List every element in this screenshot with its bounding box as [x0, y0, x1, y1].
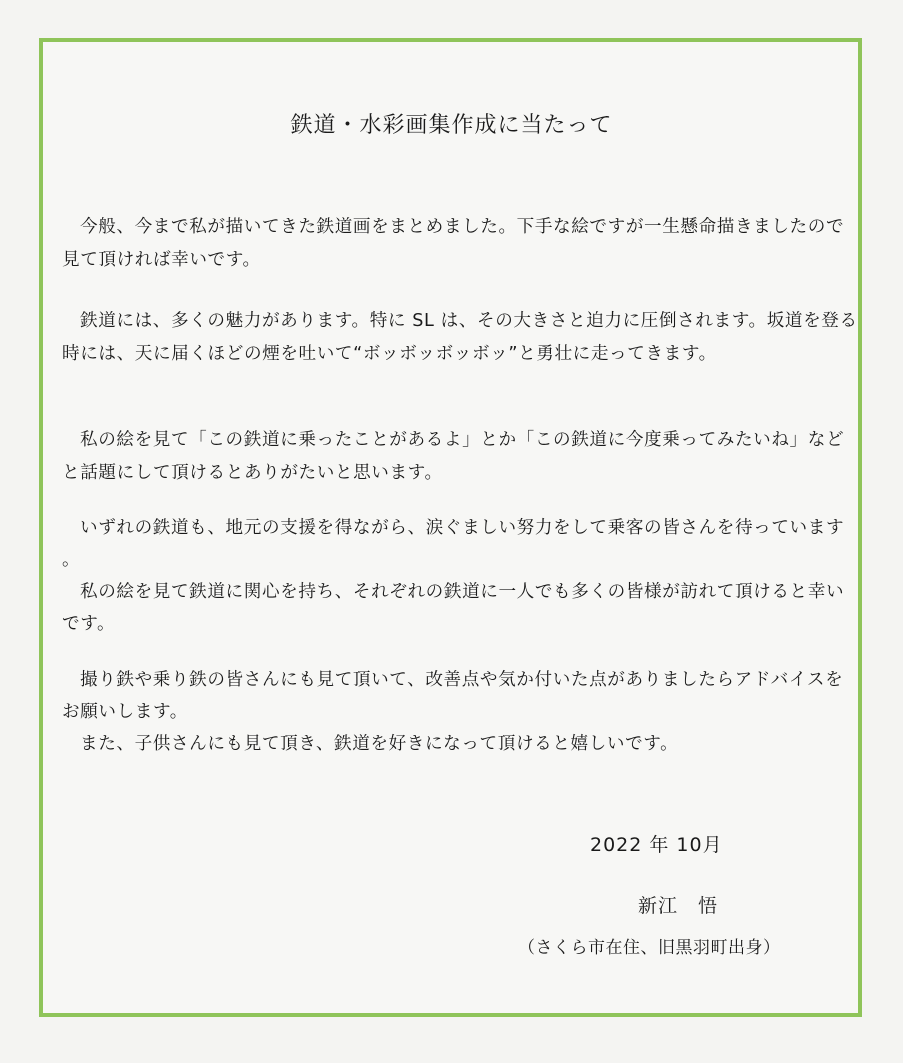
document-title: 鉄道・水彩画集作成に当たって [290, 113, 613, 138]
author-origin: （さくら市在住、旧黒羽町出身） [518, 938, 781, 958]
paragraph-support: いずれの鉄道も、地元の支援を得ながら、涙ぐましい努力をして乗客の皆さんを待っています。 [62, 518, 845, 570]
paragraph-topic: 私の絵を見て「この鉄道に乗ったことがあるよ」とか「この鉄道に今度乗ってみたいね」などと話題にして頂けるとありがたいと思います。 [62, 430, 845, 483]
paragraph-visit: 私の絵を見て鉄道に関心を持ち、それぞれの鉄道に一人でも多くの皆様が訪れて頂けると幸いです。 [62, 582, 845, 634]
document-date: 2022 年 10月 [590, 834, 723, 856]
author-name: 新江 悟 [638, 895, 719, 917]
paragraph-charm: 鉄道には、多くの魅力があります。特に SL は、その大きさと迫力に圧倒されます。坂道を登る時には、天に届くほどの煙を吐いて“ボッボッボッボッ”と勇壮に走ってきます。 [62, 311, 858, 364]
paragraph-children: また、子供さんにも見て頂き、鉄道を好きになって頂けると嬉しいです。 [80, 734, 679, 754]
paragraph-intro: 今般、今まで私が描いてきた鉄道画をまとめました。下手な絵ですが一生懸命描きましたので見て頂ければ幸いです。 [62, 217, 845, 270]
paragraph-advice: 撮り鉄や乗り鉄の皆さんにも見て頂いて、改善点や気か付いた点がありましたらアドバイスをお願いします。 [62, 670, 844, 722]
